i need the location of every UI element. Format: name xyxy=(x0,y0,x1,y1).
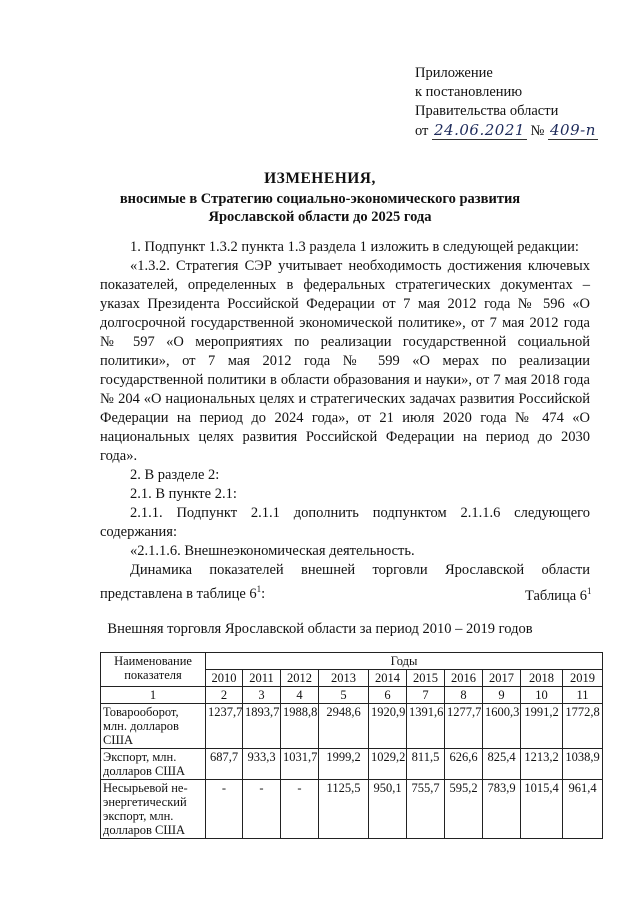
year-cell: 2012 xyxy=(281,670,319,687)
doc-subtitle-1: вносимые в Стратегию социально-экономического развития xyxy=(119,191,521,207)
number-prefix: № xyxy=(530,123,545,139)
table-title: Внешняя торговля Ярославской области за период 2010 – 2019 годов xyxy=(107,621,533,637)
value-cell: 1920,9 xyxy=(369,704,407,749)
value-cell: 755,7 xyxy=(407,780,445,839)
value-cell: 1015,4 xyxy=(521,780,563,839)
row-name-cell: Экспорт, млн. долларов США xyxy=(101,749,206,780)
table-caption xyxy=(525,586,592,605)
row-name-cell: Товарооборот, млн. долларов США xyxy=(101,704,206,749)
value-cell: - xyxy=(206,780,243,839)
value-cell: 1600,3 xyxy=(483,704,521,749)
date-prefix: от xyxy=(415,123,429,139)
table-row xyxy=(101,780,603,839)
value-cell: 1893,7 xyxy=(243,704,281,749)
paragraph-7-end: : xyxy=(261,585,266,602)
value-cell: 687,7 xyxy=(206,749,243,780)
value-cell: 1277,7 xyxy=(445,704,483,749)
header-years-cell: Годы xyxy=(206,653,603,670)
paragraph-4: 2.1. В пункте 2.1: xyxy=(130,486,237,502)
value-cell: - xyxy=(243,780,281,839)
paragraph-7 xyxy=(100,561,590,604)
year-cell: 2014 xyxy=(369,670,407,687)
year-cell: 2019 xyxy=(563,670,603,687)
value-cell: 1213,2 xyxy=(521,749,563,780)
value-cell: 1029,2 xyxy=(369,749,407,780)
doc-title: ИЗМЕНЕНИЯ, xyxy=(264,170,376,187)
appendix-line-1: Приложение xyxy=(415,65,493,81)
paragraph-7-sup: 1 xyxy=(256,584,262,594)
appendix-date-line xyxy=(415,121,598,141)
value-cell: 1999,2 xyxy=(319,749,369,780)
year-cell: 2018 xyxy=(521,670,563,687)
paragraph-6: «2.1.1.6. Внешнеэкономическая деятельность. xyxy=(130,543,415,559)
value-cell: 1038,9 xyxy=(563,749,603,780)
value-cell: 950,1 xyxy=(369,780,407,839)
handwritten-date: 24.06.2021 xyxy=(434,121,525,139)
col-number-cell: 4 xyxy=(281,687,319,704)
value-cell: 933,3 xyxy=(243,749,281,780)
value-cell: 626,6 xyxy=(445,749,483,780)
value-cell: 1772,8 xyxy=(563,704,603,749)
value-cell: 1391,6 xyxy=(407,704,445,749)
col-number-cell: 1 xyxy=(101,687,206,704)
paragraph-5: 2.1.1. Подпункт 2.1.1 дополнить подпунктом 2.1.1.6 следующего содержания: xyxy=(100,505,590,540)
col-number-cell: 3 xyxy=(243,687,281,704)
value-cell: 1031,7 xyxy=(281,749,319,780)
col-number-cell: 2 xyxy=(206,687,243,704)
paragraph-7-text: Динамика показателей внешней торговли Ярославской области представлена в таблице 6 xyxy=(100,562,590,602)
paragraph-1: 1. Подпункт 1.3.2 пункта 1.3 раздела 1 изложить в следующей редакции: xyxy=(130,239,579,255)
header-row-1 xyxy=(101,653,603,670)
appendix-line-3: Правительства области xyxy=(415,103,559,119)
appendix-line-2: к постановлению xyxy=(415,84,523,100)
value-cell: 825,4 xyxy=(483,749,521,780)
value-cell: 2948,6 xyxy=(319,704,369,749)
value-cell: 783,9 xyxy=(483,780,521,839)
year-cell: 2015 xyxy=(407,670,445,687)
row-name-cell: Несырьевой не-энергетический экспорт, млн. долларов США xyxy=(101,780,206,839)
col-number-cell: 5 xyxy=(319,687,369,704)
col-number-cell: 7 xyxy=(407,687,445,704)
table-row xyxy=(101,749,603,780)
doc-subtitle-2: Ярославской области до 2025 года xyxy=(208,209,432,225)
year-cell: 2010 xyxy=(206,670,243,687)
value-cell: 811,5 xyxy=(407,749,445,780)
value-cell: 1991,2 xyxy=(521,704,563,749)
value-cell: 1988,8 xyxy=(281,704,319,749)
appendix-block xyxy=(415,64,598,141)
col-number-cell: 9 xyxy=(483,687,521,704)
year-cell: 2016 xyxy=(445,670,483,687)
body-text xyxy=(100,238,590,604)
table-caption-sup: 1 xyxy=(587,586,592,596)
paragraph-3: 2. В разделе 2: xyxy=(130,467,220,483)
value-cell: - xyxy=(281,780,319,839)
header-name-cell: Наименование показателя xyxy=(101,653,206,687)
col-number-cell: 11 xyxy=(563,687,603,704)
year-cell: 2017 xyxy=(483,670,521,687)
col-number-cell: 10 xyxy=(521,687,563,704)
table-caption-text: Таблица 6 xyxy=(525,587,588,604)
year-cell: 2013 xyxy=(319,670,369,687)
trade-table xyxy=(100,652,603,839)
col-number-cell: 6 xyxy=(369,687,407,704)
value-cell: 1237,7 xyxy=(206,704,243,749)
value-cell: 1125,5 xyxy=(319,780,369,839)
handwritten-number: 409-п xyxy=(550,121,596,139)
value-cell: 961,4 xyxy=(563,780,603,839)
value-cell: 595,2 xyxy=(445,780,483,839)
year-cell: 2011 xyxy=(243,670,281,687)
paragraph-2: «1.3.2. Стратегия СЭР учитывает необходимость достижения ключевых показателей, определенных в федеральных стратегических документах – указах Президента Российской Федерации от 7 мая 2012 года № 596 «О долгосрочной государственной экономической политике», от 7 мая 2012 года № 597 «О мероприятиях по реализации государственной социальной политики», от 7 мая 2012 года № 599 «О мерах по реализации государственной политики в области образования и науки», от 7 мая 2018 года № 204 «О национальных целях и стратегических задачах развития Российской Федерации на период до 2024 года», от 21 июля 2020 года № 474 «О национальных целях развития Российской Федерации на период до 2030 года». xyxy=(100,258,590,464)
table-row xyxy=(101,704,603,749)
column-number-row xyxy=(101,687,603,704)
col-number-cell: 8 xyxy=(445,687,483,704)
